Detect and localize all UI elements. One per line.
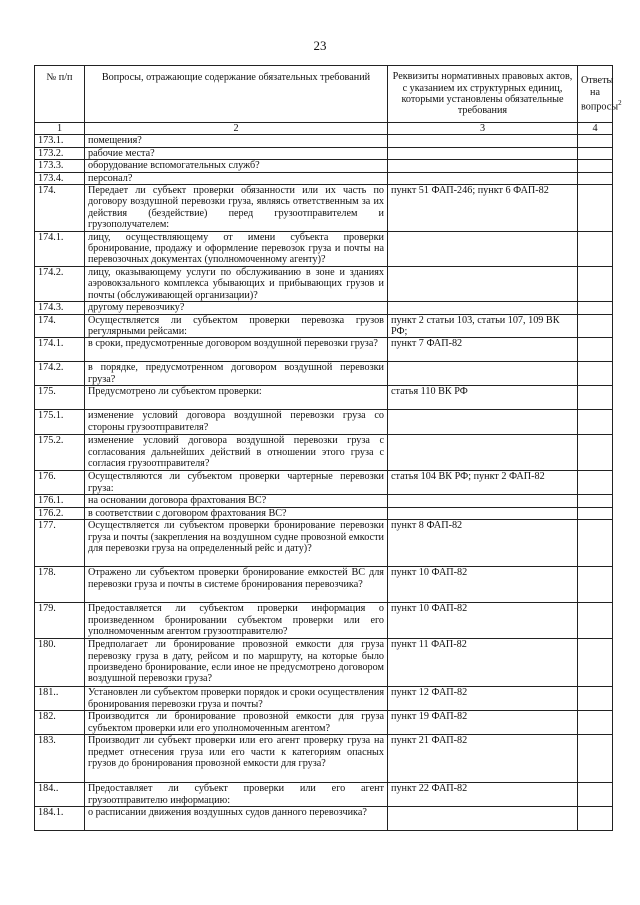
table-row xyxy=(35,603,613,639)
row-question: изменение условий договора воздушной перевозки груза со стороны грузоотправителя? xyxy=(85,410,388,435)
row-number: 174.1. xyxy=(35,338,85,362)
row-reference xyxy=(388,135,578,147)
row-answer-cell[interactable] xyxy=(578,639,613,687)
row-number: 181.. xyxy=(35,687,85,711)
row-number: 176.1. xyxy=(35,495,85,507)
row-number: 173.4. xyxy=(35,172,85,184)
table-row xyxy=(35,338,613,362)
row-number: 184.1. xyxy=(35,807,85,831)
row-reference: пункт 8 ФАП-82 xyxy=(388,520,578,567)
row-reference: пункт 12 ФАП-82 xyxy=(388,687,578,711)
index-cell: 3 xyxy=(388,123,578,135)
table-row xyxy=(35,711,613,735)
row-reference xyxy=(388,495,578,507)
page-number: 23 xyxy=(313,38,327,53)
row-question: на основании договора фрахтования ВС? xyxy=(85,495,388,507)
table-row xyxy=(35,314,613,338)
row-answer-cell[interactable] xyxy=(578,185,613,232)
row-answer-cell[interactable] xyxy=(578,362,613,386)
row-question: Передает ли субъект проверки обязанности или их часть по договору воздушной перевозки груза, являясь ответственным за их действия (бездействие) перед грузоотправителем и грузополучателем: xyxy=(85,185,388,232)
table-row xyxy=(35,507,613,519)
column-index-row xyxy=(35,123,613,135)
row-question: Производит ли субъект проверки или его агент проверку груза на предмет отнесения груза или его части к категориям опасных грузов до бронирования провозной емкости для груза? xyxy=(85,735,388,783)
row-reference: пункт 10 ФАП-82 xyxy=(388,603,578,639)
table-row xyxy=(35,172,613,184)
row-reference xyxy=(388,435,578,471)
row-question: Производится ли бронирование провозной емкости для груза субъектом проверки или его уполномоченным агентом? xyxy=(85,711,388,735)
row-reference xyxy=(388,266,578,301)
row-answer-cell[interactable] xyxy=(578,783,613,807)
row-answer-cell[interactable] xyxy=(578,147,613,159)
row-number: 175. xyxy=(35,386,85,410)
row-question: Отражено ли субъектом проверки бронирование емкостей ВС для перевозки груза и почты в системе бронирования перевозчика? xyxy=(85,567,388,603)
table-row xyxy=(35,410,613,435)
header-references: Реквизиты нормативных правовых актов, с указанием их структурных единиц, которыми установлены обязательные требования xyxy=(388,66,578,123)
header-num: № п/п xyxy=(35,66,85,123)
row-number: 174.1. xyxy=(35,231,85,266)
row-answer-cell[interactable] xyxy=(578,495,613,507)
row-number: 176. xyxy=(35,471,85,495)
row-reference xyxy=(388,231,578,266)
row-question: рабочие места? xyxy=(85,147,388,159)
header-answers: Ответы на вопросы$^2$ xyxy=(578,66,613,123)
row-answer-cell[interactable] xyxy=(578,302,613,314)
row-reference xyxy=(388,807,578,831)
table-row xyxy=(35,807,613,831)
table-row xyxy=(35,735,613,783)
row-question: помещения? xyxy=(85,135,388,147)
row-question: Предоставляет ли субъект проверки или его агент грузоотправителю информацию: xyxy=(85,783,388,807)
table-row xyxy=(35,495,613,507)
row-question: Предусмотрено ли субъектом проверки: xyxy=(85,386,388,410)
row-question: лицу, осуществляющему от имени субъекта проверки бронирование, продажу и оформление перевозок груза и почты на перевозочных документах (уполномоченному агенту)? xyxy=(85,231,388,266)
row-answer-cell[interactable] xyxy=(578,471,613,495)
row-answer-cell[interactable] xyxy=(578,520,613,567)
index-cell: 2 xyxy=(85,123,388,135)
row-number: 174. xyxy=(35,314,85,338)
table-row xyxy=(35,435,613,471)
row-reference xyxy=(388,410,578,435)
table-row xyxy=(35,639,613,687)
row-question: Осуществляется ли субъектом проверки перевозка грузов регулярными рейсами: xyxy=(85,314,388,338)
row-answer-cell[interactable] xyxy=(578,735,613,783)
row-answer-cell[interactable] xyxy=(578,410,613,435)
row-number: 180. xyxy=(35,639,85,687)
row-answer-cell[interactable] xyxy=(578,687,613,711)
row-reference xyxy=(388,302,578,314)
row-answer-cell[interactable] xyxy=(578,160,613,172)
row-question: в соответствии с договором фрахтования ВС? xyxy=(85,507,388,519)
table-row xyxy=(35,147,613,159)
row-number: 179. xyxy=(35,603,85,639)
table-row xyxy=(35,362,613,386)
index-cell: 1 xyxy=(35,123,85,135)
table-row xyxy=(35,185,613,232)
row-answer-cell[interactable] xyxy=(578,603,613,639)
row-reference: пункт 19 ФАП-82 xyxy=(388,711,578,735)
table-row xyxy=(35,266,613,301)
row-question: в сроки, предусмотренные договором воздушной перевозки груза? xyxy=(85,338,388,362)
row-number: 177. xyxy=(35,520,85,567)
row-question: Предоставляется ли субъектом проверки информация о произведенном бронировании субъектом проверки или его уполномоченным агентом грузоотправителю? xyxy=(85,603,388,639)
table-row xyxy=(35,783,613,807)
row-reference: пункт 2 статьи 103, статьи 107, 109 ВК РФ; xyxy=(388,314,578,338)
row-reference xyxy=(388,147,578,159)
table-row xyxy=(35,302,613,314)
row-reference: пункт 7 ФАП-82 xyxy=(388,338,578,362)
row-number: 175.2. xyxy=(35,435,85,471)
row-reference xyxy=(388,160,578,172)
row-number: 183. xyxy=(35,735,85,783)
table-header-row xyxy=(35,66,613,123)
row-answer-cell[interactable] xyxy=(578,507,613,519)
row-answer-cell[interactable] xyxy=(578,172,613,184)
row-answer-cell[interactable] xyxy=(578,266,613,301)
table-row xyxy=(35,520,613,567)
header-questions: Вопросы, отражающие содержание обязательных требований xyxy=(85,66,388,123)
row-answer-cell[interactable] xyxy=(578,435,613,471)
row-answer-cell[interactable] xyxy=(578,135,613,147)
row-number: 173.2. xyxy=(35,147,85,159)
row-question: персонал? xyxy=(85,172,388,184)
row-question: Осуществляются ли субъектом проверки чартерные перевозки груза: xyxy=(85,471,388,495)
row-question: Установлен ли субъектом проверки порядок и сроки осуществления бронирования перевозки груза и почты? xyxy=(85,687,388,711)
row-number: 173.1. xyxy=(35,135,85,147)
row-answer-cell[interactable] xyxy=(578,711,613,735)
table-row xyxy=(35,135,613,147)
row-question: о расписании движения воздушных судов данного перевозчика? xyxy=(85,807,388,831)
row-number: 182. xyxy=(35,711,85,735)
table-row xyxy=(35,471,613,495)
row-reference: пункт 51 ФАП-246; пункт 6 ФАП-82 xyxy=(388,185,578,232)
table-row xyxy=(35,386,613,410)
row-number: 176.2. xyxy=(35,507,85,519)
row-reference: пункт 21 ФАП-82 xyxy=(388,735,578,783)
row-reference: пункт 22 ФАП-82 xyxy=(388,783,578,807)
row-question: лицу, оказывающему услуги по обслуживанию в зоне и зданиях аэровокзального комплекса убывающих и прибывающих грузов и почты (обслуживающей организации)? xyxy=(85,266,388,301)
row-question: оборудование вспомогательных служб? xyxy=(85,160,388,172)
row-reference xyxy=(388,507,578,519)
row-number: 175.1. xyxy=(35,410,85,435)
row-reference: статья 110 ВК РФ xyxy=(388,386,578,410)
row-number: 173.3. xyxy=(35,160,85,172)
row-number: 174.2. xyxy=(35,362,85,386)
row-number: 174. xyxy=(35,185,85,232)
table-row xyxy=(35,160,613,172)
index-cell: 4 xyxy=(578,123,613,135)
row-reference xyxy=(388,362,578,386)
row-reference: статья 104 ВК РФ; пункт 2 ФАП-82 xyxy=(388,471,578,495)
row-number: 178. xyxy=(35,567,85,603)
row-question: изменение условий договора воздушной перевозки груза с согласования дальнейших действий в отношении этого груза с согласия грузоотправителя? xyxy=(85,435,388,471)
row-question: другому перевозчику? xyxy=(85,302,388,314)
row-answer-cell[interactable] xyxy=(578,231,613,266)
row-question: Предполагает ли бронирование провозной емкости для груза перевозку груза в дату, рейсом и по маршруту, на которые было произведено бронирование, если иное не предусмотрено договором воздушной перевозки груза? xyxy=(85,639,388,687)
row-reference: пункт 11 ФАП-82 xyxy=(388,639,578,687)
row-question: Осуществляется ли субъектом проверки бронирование перевозки груза и почты (закрепления на воздушном судне провозной емкости для перевозки груза на определенный рейс и дату)? xyxy=(85,520,388,567)
row-question: в порядке, предусмотренном договором воздушной перевозки груза? xyxy=(85,362,388,386)
row-answer-cell[interactable] xyxy=(578,567,613,603)
table-row xyxy=(35,231,613,266)
row-reference: пункт 10 ФАП-82 xyxy=(388,567,578,603)
row-number: 174.3. xyxy=(35,302,85,314)
row-number: 174.2. xyxy=(35,266,85,301)
table-row xyxy=(35,687,613,711)
table-row xyxy=(35,567,613,603)
row-answer-cell[interactable] xyxy=(578,338,613,362)
row-answer-cell[interactable] xyxy=(578,314,613,338)
row-answer-cell[interactable] xyxy=(578,386,613,410)
row-number: 184.. xyxy=(35,783,85,807)
row-answer-cell[interactable] xyxy=(578,807,613,831)
requirements-table xyxy=(34,65,622,831)
row-reference xyxy=(388,172,578,184)
